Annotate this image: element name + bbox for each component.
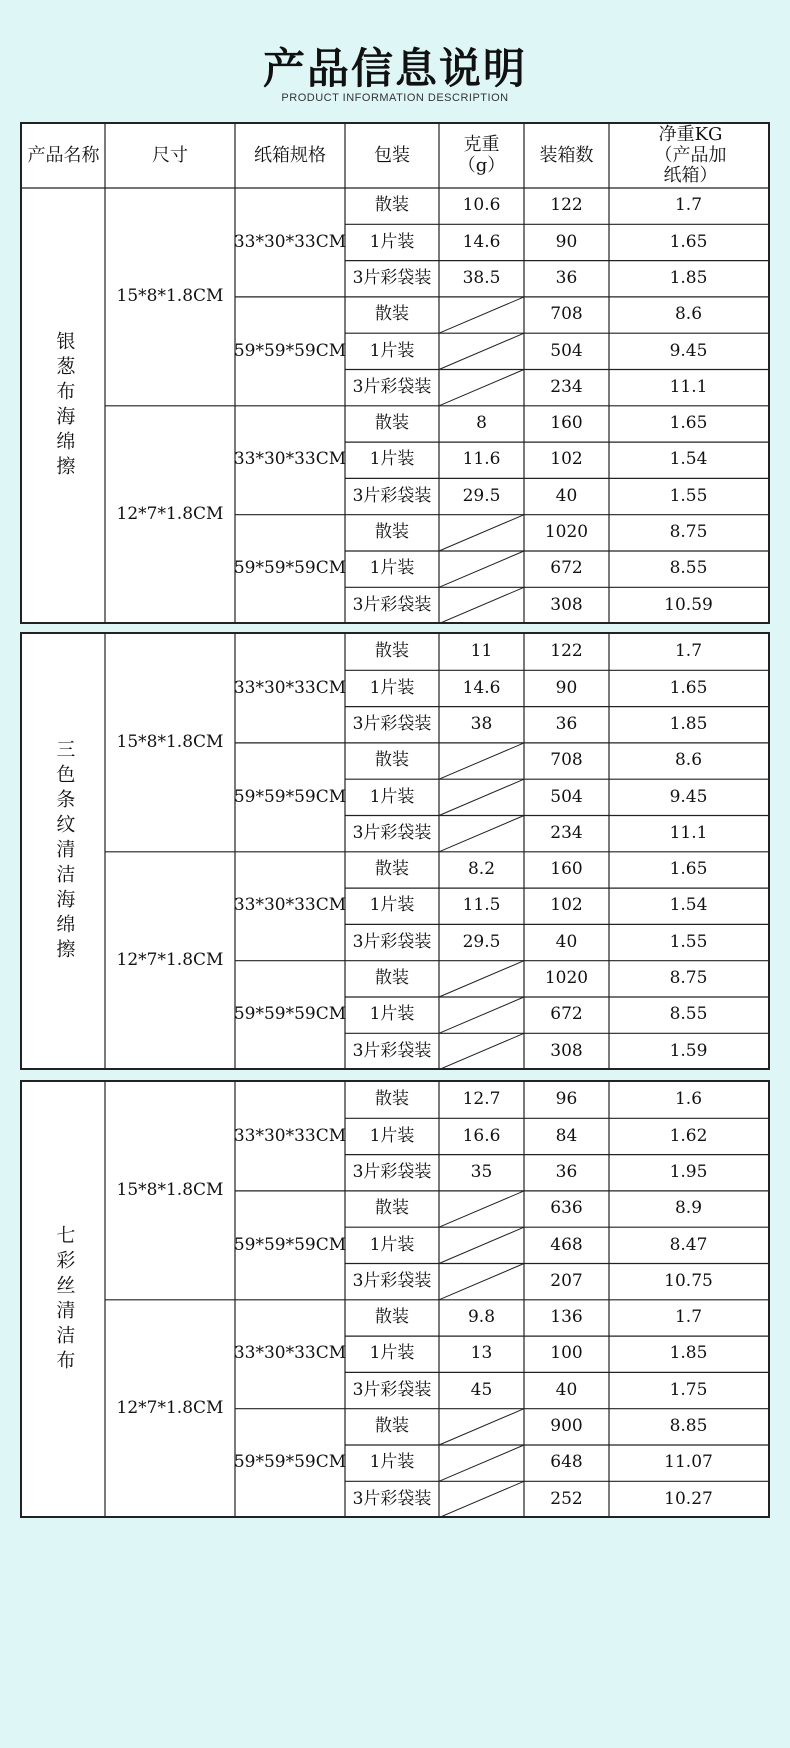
pack-cell: 3片彩袋装	[352, 1379, 432, 1400]
net-weight-cell: 1.75	[669, 1379, 708, 1400]
column-header: 包装	[374, 144, 410, 166]
empty-cell-diagonal	[439, 515, 524, 551]
empty-cell-diagonal	[439, 1227, 524, 1263]
empty-cell-diagonal	[439, 587, 524, 623]
weight-cell: 29.5	[462, 931, 501, 952]
net-weight-cell: 8.9	[674, 1198, 703, 1219]
product-group-panel	[20, 122, 770, 624]
pack-cell: 3片彩袋装	[352, 1040, 432, 1061]
column-header: 尺寸	[152, 144, 188, 166]
net-weight-cell: 1.85	[669, 267, 708, 288]
pack-cell: 散装	[375, 304, 409, 325]
net-weight-cell: 1.85	[669, 713, 708, 734]
pack-cell: 1片装	[369, 1343, 415, 1364]
count-cell: 504	[550, 786, 583, 807]
pack-cell: 3片彩袋装	[352, 485, 432, 506]
empty-cell-diagonal	[439, 551, 524, 587]
count-cell: 136	[550, 1307, 583, 1328]
count-cell: 90	[555, 231, 578, 252]
weight-cell: 11	[470, 641, 493, 662]
net-weight-cell: 9.45	[669, 340, 708, 361]
size-cell: 15*8*1.8CM	[116, 286, 224, 307]
column-header: 产品名称	[27, 144, 100, 166]
pack-cell: 1片装	[369, 1234, 415, 1255]
weight-cell: 8	[476, 413, 487, 434]
pack-cell: 3片彩袋装	[352, 1488, 432, 1509]
empty-cell-diagonal	[439, 997, 524, 1033]
carton-spec-cell: 33*30*33CM	[233, 449, 347, 470]
weight-cell: 9.8	[467, 1307, 496, 1328]
count-cell: 1020	[544, 968, 589, 989]
carton-spec-cell: 59*59*59CM	[233, 558, 347, 579]
net-weight-cell: 11.1	[669, 376, 708, 397]
net-weight-cell: 1.65	[669, 677, 708, 698]
pack-cell: 散装	[375, 522, 409, 543]
net-weight-cell: 1.7	[674, 1307, 703, 1328]
pack-cell: 3片彩袋装	[352, 931, 432, 952]
count-cell: 648	[550, 1452, 583, 1473]
pack-cell: 散装	[375, 750, 409, 771]
pack-cell: 1片装	[369, 449, 415, 470]
count-cell: 40	[555, 1379, 578, 1400]
net-weight-cell: 8.55	[669, 558, 708, 579]
count-cell: 234	[550, 376, 583, 397]
net-weight-cell: 1.6	[674, 1089, 703, 1110]
net-weight-cell: 8.6	[674, 750, 703, 771]
empty-cell-diagonal	[439, 779, 524, 815]
product-name-cell: 七彩丝清洁布	[53, 1224, 76, 1375]
pack-cell: 散装	[375, 1307, 409, 1328]
count-cell: 672	[550, 1004, 583, 1025]
count-cell: 636	[550, 1198, 583, 1219]
empty-cell-diagonal	[439, 333, 524, 369]
column-header: 纸箱规格	[254, 144, 326, 166]
pack-cell: 1片装	[369, 895, 415, 916]
count-cell: 468	[550, 1234, 583, 1255]
empty-cell-diagonal	[439, 297, 524, 333]
net-weight-cell: 10.75	[664, 1270, 713, 1291]
pack-cell: 3片彩袋装	[352, 1270, 432, 1291]
size-cell: 12*7*1.8CM	[116, 949, 224, 970]
carton-spec-cell: 33*30*33CM	[233, 1343, 347, 1364]
net-weight-cell: 1.55	[669, 485, 708, 506]
net-weight-cell: 1.54	[669, 449, 708, 470]
count-cell: 234	[550, 822, 583, 843]
net-weight-cell: 1.65	[669, 231, 708, 252]
net-weight-cell: 10.59	[664, 594, 713, 615]
column-header: 净重KG （产品加 纸箱）	[654, 123, 727, 187]
count-cell: 100	[550, 1343, 583, 1364]
net-weight-cell: 8.85	[669, 1416, 708, 1437]
weight-cell: 14.6	[462, 231, 501, 252]
net-weight-cell: 1.55	[669, 931, 708, 952]
pack-cell: 3片彩袋装	[352, 713, 432, 734]
pack-cell: 散装	[375, 641, 409, 662]
count-cell: 900	[550, 1416, 583, 1437]
empty-cell-diagonal	[439, 961, 524, 997]
weight-cell: 16.6	[462, 1125, 501, 1146]
count-cell: 252	[550, 1488, 583, 1509]
count-cell: 160	[550, 859, 583, 880]
net-weight-cell: 8.47	[669, 1234, 708, 1255]
weight-cell: 38	[470, 713, 493, 734]
net-weight-cell: 8.55	[669, 1004, 708, 1025]
net-weight-cell: 1.85	[669, 1343, 708, 1364]
empty-cell-diagonal	[439, 1191, 524, 1227]
count-cell: 102	[550, 895, 583, 916]
net-weight-cell: 1.65	[669, 413, 708, 434]
weight-cell: 11.5	[462, 895, 501, 916]
column-header: 克重 （g）	[457, 134, 506, 176]
carton-spec-cell: 59*59*59CM	[233, 1004, 347, 1025]
net-weight-cell: 1.7	[674, 641, 703, 662]
count-cell: 36	[555, 1161, 578, 1182]
pack-cell: 1片装	[369, 1452, 415, 1473]
weight-cell: 38.5	[462, 267, 501, 288]
empty-cell-diagonal	[439, 743, 524, 779]
weight-cell: 13	[470, 1343, 493, 1364]
weight-cell: 14.6	[462, 677, 501, 698]
carton-spec-cell: 33*30*33CM	[233, 1125, 347, 1146]
net-weight-cell: 1.62	[669, 1125, 708, 1146]
column-header: 装箱数	[539, 144, 594, 166]
page-title: 产品信息说明	[262, 44, 527, 93]
page-subtitle: PRODUCT INFORMATION DESCRIPTION	[281, 92, 509, 104]
carton-spec-cell: 59*59*59CM	[233, 340, 347, 361]
count-cell: 160	[550, 413, 583, 434]
carton-spec-cell: 59*59*59CM	[233, 1234, 347, 1255]
pack-cell: 1片装	[369, 1004, 415, 1025]
count-cell: 122	[550, 195, 583, 216]
pack-cell: 3片彩袋装	[352, 267, 432, 288]
pack-cell: 散装	[375, 859, 409, 880]
count-cell: 708	[550, 304, 583, 325]
pack-cell: 散装	[375, 1089, 409, 1110]
size-cell: 15*8*1.8CM	[116, 732, 224, 753]
count-cell: 36	[555, 713, 578, 734]
weight-cell: 35	[470, 1161, 493, 1182]
size-cell: 12*7*1.8CM	[116, 1397, 224, 1418]
count-cell: 308	[550, 1040, 583, 1061]
net-weight-cell: 9.45	[669, 786, 708, 807]
pack-cell: 散装	[375, 968, 409, 989]
weight-cell: 12.7	[462, 1089, 501, 1110]
weight-cell: 45	[470, 1379, 493, 1400]
net-weight-cell: 1.7	[674, 195, 703, 216]
product-name-cell: 三色条纹清洁海绵擦	[53, 739, 76, 965]
count-cell: 1020	[544, 522, 589, 543]
pack-cell: 3片彩袋装	[352, 594, 432, 615]
pack-cell: 散装	[375, 413, 409, 434]
count-cell: 40	[555, 931, 578, 952]
carton-spec-cell: 33*30*33CM	[233, 677, 347, 698]
net-weight-cell: 10.27	[664, 1488, 713, 1509]
count-cell: 308	[550, 594, 583, 615]
net-weight-cell: 8.75	[669, 522, 708, 543]
pack-cell: 1片装	[369, 677, 415, 698]
count-cell: 672	[550, 558, 583, 579]
carton-spec-cell: 33*30*33CM	[233, 895, 347, 916]
pack-cell: 1片装	[369, 340, 415, 361]
weight-cell: 29.5	[462, 485, 501, 506]
net-weight-cell: 1.59	[669, 1040, 708, 1061]
empty-cell-diagonal	[439, 1264, 524, 1300]
net-weight-cell: 11.07	[664, 1452, 713, 1473]
product-name-cell: 银葱布海绵擦	[53, 330, 76, 481]
pack-cell: 3片彩袋装	[352, 376, 432, 397]
weight-cell: 10.6	[462, 195, 501, 216]
empty-cell-diagonal	[439, 816, 524, 852]
empty-cell-diagonal	[439, 1033, 524, 1069]
count-cell: 708	[550, 750, 583, 771]
carton-spec-cell: 59*59*59CM	[233, 786, 347, 807]
product-group-panel	[20, 632, 770, 1070]
pack-cell: 1片装	[369, 786, 415, 807]
size-cell: 12*7*1.8CM	[116, 503, 224, 524]
net-weight-cell: 11.1	[669, 822, 708, 843]
count-cell: 84	[555, 1125, 578, 1146]
pack-cell: 1片装	[369, 558, 415, 579]
empty-cell-diagonal	[439, 1445, 524, 1481]
net-weight-cell: 1.65	[669, 859, 708, 880]
carton-spec-cell: 59*59*59CM	[233, 1452, 347, 1473]
pack-cell: 散装	[375, 195, 409, 216]
net-weight-cell: 8.75	[669, 968, 708, 989]
count-cell: 36	[555, 267, 578, 288]
pack-cell: 1片装	[369, 231, 415, 252]
pack-cell: 1片装	[369, 1125, 415, 1146]
product-group-panel	[20, 1080, 770, 1518]
size-cell: 15*8*1.8CM	[116, 1180, 224, 1201]
pack-cell: 散装	[375, 1416, 409, 1437]
empty-cell-diagonal	[439, 370, 524, 406]
count-cell: 90	[555, 677, 578, 698]
net-weight-cell: 1.54	[669, 895, 708, 916]
net-weight-cell: 1.95	[669, 1161, 708, 1182]
weight-cell: 11.6	[462, 449, 501, 470]
carton-spec-cell: 33*30*33CM	[233, 231, 347, 252]
count-cell: 207	[550, 1270, 583, 1291]
count-cell: 96	[555, 1089, 578, 1110]
count-cell: 40	[555, 485, 578, 506]
empty-cell-diagonal	[439, 1481, 524, 1517]
pack-cell: 3片彩袋装	[352, 1161, 432, 1182]
count-cell: 102	[550, 449, 583, 470]
net-weight-cell: 8.6	[674, 304, 703, 325]
weight-cell: 8.2	[467, 859, 496, 880]
empty-cell-diagonal	[439, 1409, 524, 1445]
count-cell: 122	[550, 641, 583, 662]
pack-cell: 散装	[375, 1198, 409, 1219]
count-cell: 504	[550, 340, 583, 361]
pack-cell: 3片彩袋装	[352, 822, 432, 843]
